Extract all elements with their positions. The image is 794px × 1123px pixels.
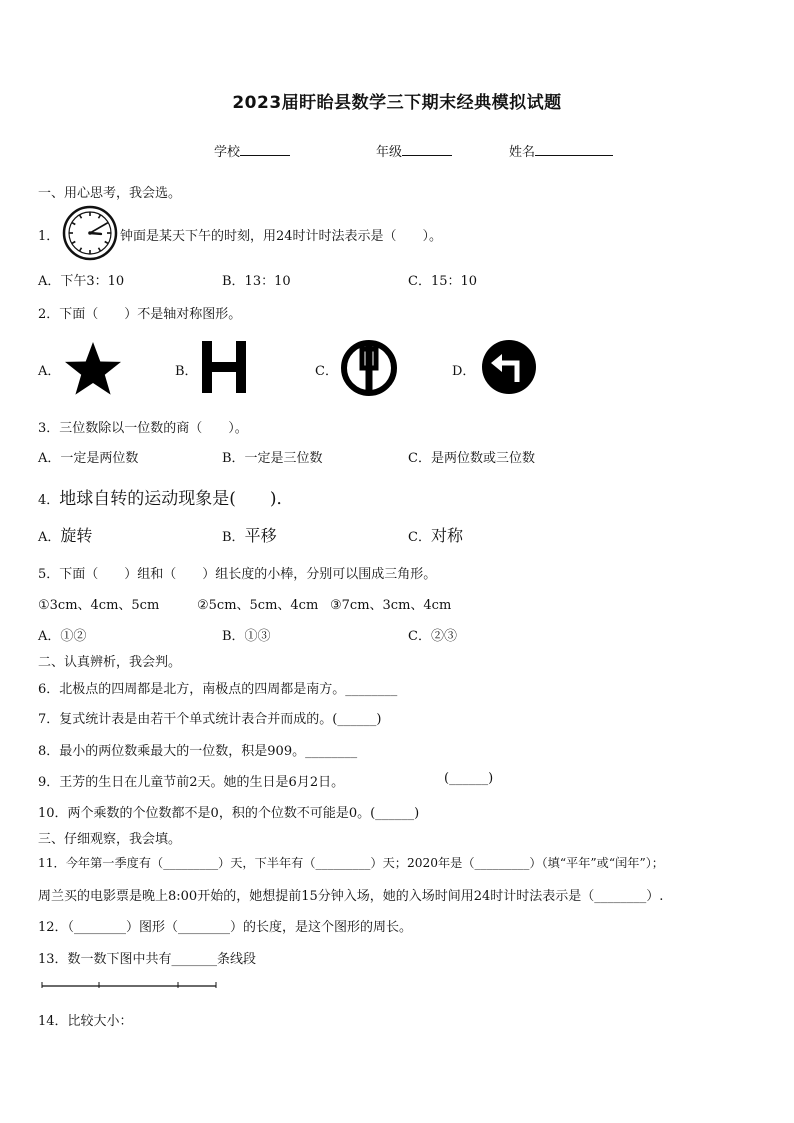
q5-option-a[interactable]: A．①② xyxy=(38,629,87,644)
q4-option-a[interactable] xyxy=(38,523,92,546)
question-7-text: 7．复式统计表是由若干个单式统计表合并而成的。(______) xyxy=(38,712,382,727)
q2-option-a-label[interactable]: A． xyxy=(38,364,61,379)
grade-label: 年级 xyxy=(376,145,403,160)
school-label: 学校 xyxy=(214,145,241,160)
q1-option-b[interactable]: B．13：10 xyxy=(222,274,291,289)
q4-option-a-label: A． xyxy=(38,530,61,545)
grade-blank[interactable] xyxy=(402,143,452,156)
q4-option-b[interactable] xyxy=(222,523,277,546)
star-icon[interactable] xyxy=(62,340,124,396)
question-2-text: 2．下面（ ）不是轴对称图形。 xyxy=(38,307,242,322)
q1-option-a[interactable]: A．下午3：10 xyxy=(38,274,125,289)
name-blank[interactable] xyxy=(535,143,613,156)
q2-option-c-label[interactable]: C． xyxy=(315,364,338,379)
q5-group-2: ②5cm、5cm、4cm xyxy=(197,598,319,613)
q3-option-b[interactable]: B．一定是三位数 xyxy=(222,451,323,466)
question-12-text: 12．（________）图形（________）的长度，是这个图形的周长。 xyxy=(38,920,413,935)
name-label: 姓名 xyxy=(509,145,536,160)
q2-option-b-label[interactable]: B． xyxy=(175,364,198,379)
line-segment-figure xyxy=(40,978,220,990)
q2-option-d-label[interactable]: D． xyxy=(452,364,476,379)
section-heading-1: 一、用心思考，我会选。 xyxy=(38,186,182,201)
q4-option-c[interactable] xyxy=(408,523,463,546)
question-1-number: 1． xyxy=(38,229,60,244)
school-field xyxy=(214,141,290,160)
turn-left-sign-icon[interactable] xyxy=(481,339,537,395)
q5-option-c[interactable]: C．②③ xyxy=(408,629,457,644)
q3-option-a[interactable]: A．一定是两位数 xyxy=(38,451,139,466)
question-4 xyxy=(38,484,294,509)
q4-option-b-label: B． xyxy=(222,530,245,545)
section-heading-3: 三、仔细观察，我会填。 xyxy=(38,832,182,847)
question-6-text: 6．北极点的四周都是北方，南极点的四周都是南方。________ xyxy=(38,682,398,697)
q3-option-c[interactable]: C．是两位数或三位数 xyxy=(408,451,535,466)
question-8-text: 8．最小的两位数乘最大的一位数，积是909。________ xyxy=(38,744,358,759)
question-5-text: 5．下面（ ）组和（ ）组长度的小棒，分别可以围成三角形。 xyxy=(38,567,437,582)
question-11-line-2: 周兰买的电影票是晚上8:00开始的，她想提前15分钟入场，她的入场时间用24时计时法表示是（________）. xyxy=(38,889,664,904)
q4-option-b-text: 平移 xyxy=(244,526,277,545)
question-4-text: 地球自转的运动现象是( )． xyxy=(59,489,294,509)
question-4-number: 4． xyxy=(38,493,60,508)
q4-option-c-text: 对称 xyxy=(430,526,463,545)
question-14-text: 14．比较大小： xyxy=(38,1014,133,1029)
q4-option-a-text: 旋转 xyxy=(60,526,93,545)
clock-icon xyxy=(62,205,118,261)
question-9-text: 9．王芳的生日在儿童节前2天。她的生日是6月2日。 xyxy=(38,775,345,790)
grade-field xyxy=(376,141,452,160)
school-blank[interactable] xyxy=(240,143,290,156)
question-1-text: 钟面是某天下午的时刻，用24时计时法表示是（ ）。 xyxy=(120,229,443,244)
q5-group-1: ①3cm、4cm、5cm xyxy=(38,598,160,613)
q5-group-3: ③7cm、3cm、4cm xyxy=(330,598,452,613)
q4-option-c-label: C． xyxy=(408,530,431,545)
question-13-text: 13．数一数下图中共有_______条线段 xyxy=(38,952,257,967)
question-11-line-1: 11．今年第一季度有（_________）天，下半年有（_________）天；2020年是（_________）（填“平年”或“闰年”）； xyxy=(38,856,664,870)
question-10-text: 10．两个乘数的个位数都不是0，积的个位数不可能是0。(______) xyxy=(38,806,420,821)
section-heading-2: 二、认真辨析，我会判。 xyxy=(38,655,182,670)
bank-logo-icon[interactable] xyxy=(341,340,397,396)
page-title: 2023届盱眙县数学三下期末经典模拟试题 xyxy=(232,93,562,113)
letter-h-icon[interactable] xyxy=(202,341,246,393)
name-field xyxy=(509,141,613,160)
q1-option-c[interactable]: C．15：10 xyxy=(408,274,478,289)
q5-option-b[interactable]: B．①③ xyxy=(222,629,271,644)
question-3-text: 3．三位数除以一位数的商（ ）。 xyxy=(38,421,248,436)
question-9-answer-blank[interactable]: (______) xyxy=(444,771,494,786)
